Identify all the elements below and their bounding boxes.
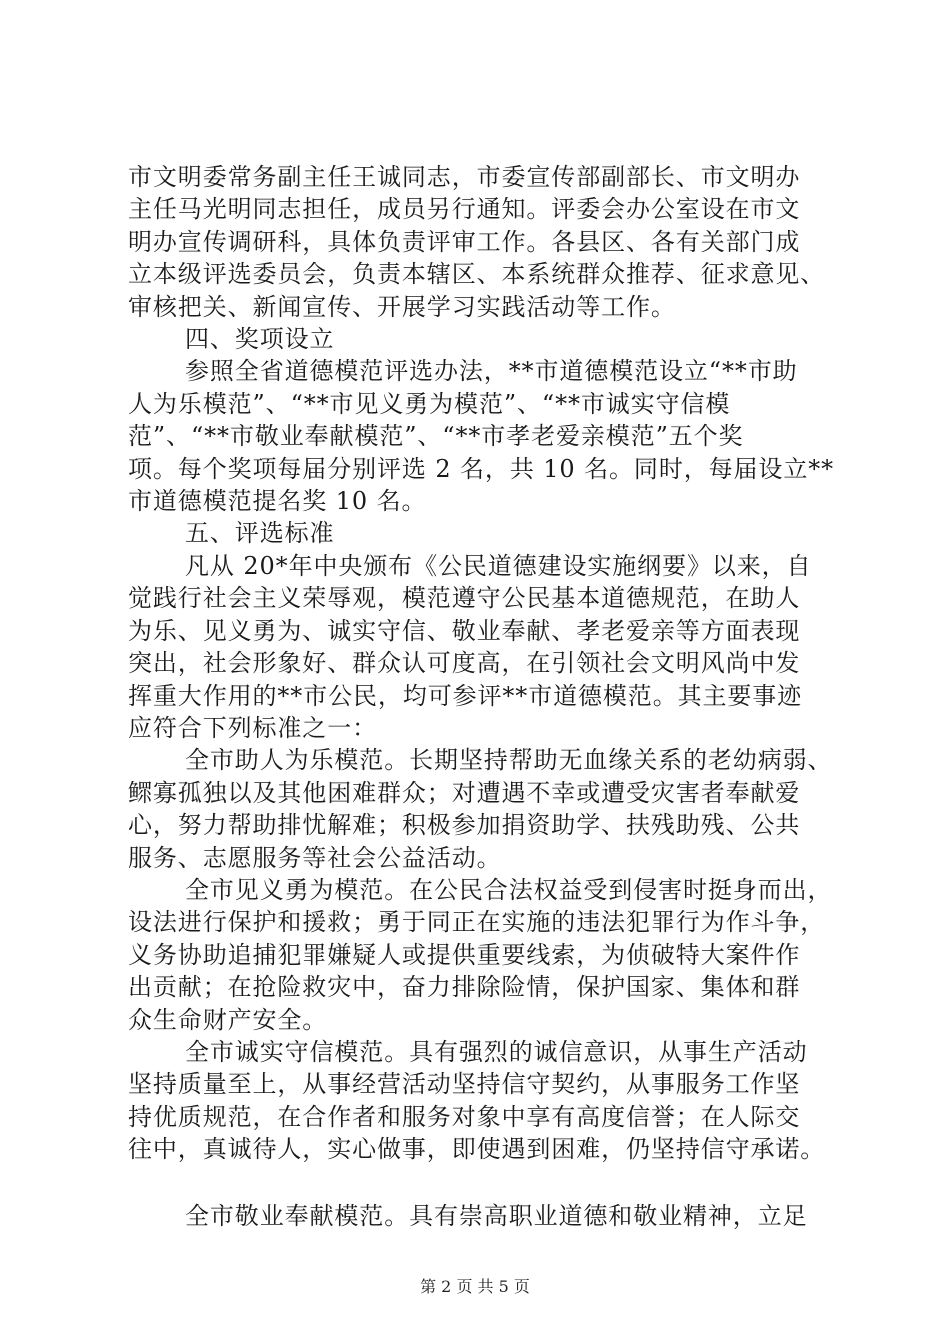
text-line: 服务、志愿服务等社会公益活动。: [128, 843, 502, 872]
section-heading-awards: [128, 323, 844, 355]
text-line: 参照全省道德模范评选办法，**市道德模范设立“**市助: [185, 357, 798, 386]
text-line: 市道德模范提名奖 10 名。: [128, 487, 427, 516]
text-line: 众生命财产安全。: [128, 1005, 328, 1034]
text-line: 为乐、见义勇为、诚实守信、敬业奉献、孝老爱亲等方面表现: [128, 616, 801, 645]
text-line: 应符合下列标准之一：: [128, 713, 377, 742]
paragraph-dedication-model: [128, 1200, 844, 1232]
text-line: 全市助人为乐模范。长期坚持帮助无血缘关系的老幼病弱、: [185, 746, 833, 775]
text-line: 义务协助追捕犯罪嫌疑人或提供重要线索，为侦破特大案件作: [128, 940, 801, 969]
text-line: 设法进行保护和援救；勇于同正在实施的违法犯罪行为作斗争，: [128, 908, 826, 937]
paragraph-brave-model: [128, 874, 844, 1036]
page-number-footer: 第 2 页 共 5 页: [420, 1277, 530, 1296]
paragraph-helping-model: [128, 744, 844, 874]
text-line: 出贡献；在抢险救灾中，奋力排除险情，保护国家、集体和群: [128, 973, 801, 1002]
text-line: 鳏寡孤独以及其他困难群众；对遭遇不幸或遭受灾害者奉献爱: [128, 778, 801, 807]
text-line: 心，努力帮助排忧解难；积极参加捐资助学、扶残助残、公共: [128, 811, 801, 840]
text-line: 坚持质量至上，从事经营活动坚持信守契约，从事服务工作坚: [128, 1070, 801, 1099]
document-body: [128, 161, 844, 1232]
section-heading-criteria: [128, 517, 844, 549]
paragraph-committee: [128, 161, 844, 323]
text-line: 审核把关、新闻宣传、开展学习实践活动等工作。: [128, 292, 676, 321]
text-line: 觉践行社会主义荣辱观，模范遵守公民基本道德规范，在助人: [128, 584, 801, 613]
text-line: 全市诚实守信模范。具有强烈的诚信意识，从事生产活动: [185, 1037, 808, 1066]
text-line: 人为乐模范”、“**市见义勇为模范”、“**市诚实守信模: [128, 389, 731, 418]
heading-text: 四、奖项设立: [185, 325, 335, 354]
paragraph-gap: [128, 1166, 844, 1200]
text-line: 往中，真诚待人，实心做事，即使遇到困难，仍坚持信守承诺。: [128, 1135, 826, 1164]
text-line: 主任马光明同志担任，成员另行通知。评委会办公室设在市文: [128, 195, 801, 224]
text-line: 挥重大作用的**市公民，均可参评**市道德模范。其主要事迹: [128, 681, 803, 710]
text-line: 全市见义勇为模范。在公民合法权益受到侵害时挺身而出，: [185, 875, 833, 904]
text-line: 范”、“**市敬业奉献模范”、“**市孝老爱亲模范”五个奖: [128, 422, 744, 451]
text-line: 凡从 20*年中央颁布《公民道德建设实施纲要》以来，自: [185, 551, 812, 580]
text-line: 明办宣传调研科，具体负责评审工作。各县区、各有关部门成: [128, 227, 801, 256]
heading-text: 五、评选标准: [185, 519, 335, 548]
paragraph-criteria: [128, 550, 844, 744]
text-line: 项。每个奖项每届分别评选 2 名，共 10 名。同时，每届设立**: [128, 454, 835, 483]
text-line: 持优质规范，在合作者和服务对象中享有高度信誉；在人际交: [128, 1102, 801, 1131]
text-line: 市文明委常务副主任王诚同志，市委宣传部副部长、市文明办: [128, 163, 801, 191]
text-line: 立本级评选委员会，负责本辖区、本系统群众推荐、征求意见、: [128, 260, 826, 289]
paragraph-awards: [128, 355, 844, 517]
text-line: 突出，社会形象好、群众认可度高，在引领社会文明风尚中发: [128, 649, 801, 678]
paragraph-honest-model: [128, 1036, 844, 1166]
text-line: 全市敬业奉献模范。具有崇高职业道德和敬业精神，立足: [185, 1201, 808, 1230]
